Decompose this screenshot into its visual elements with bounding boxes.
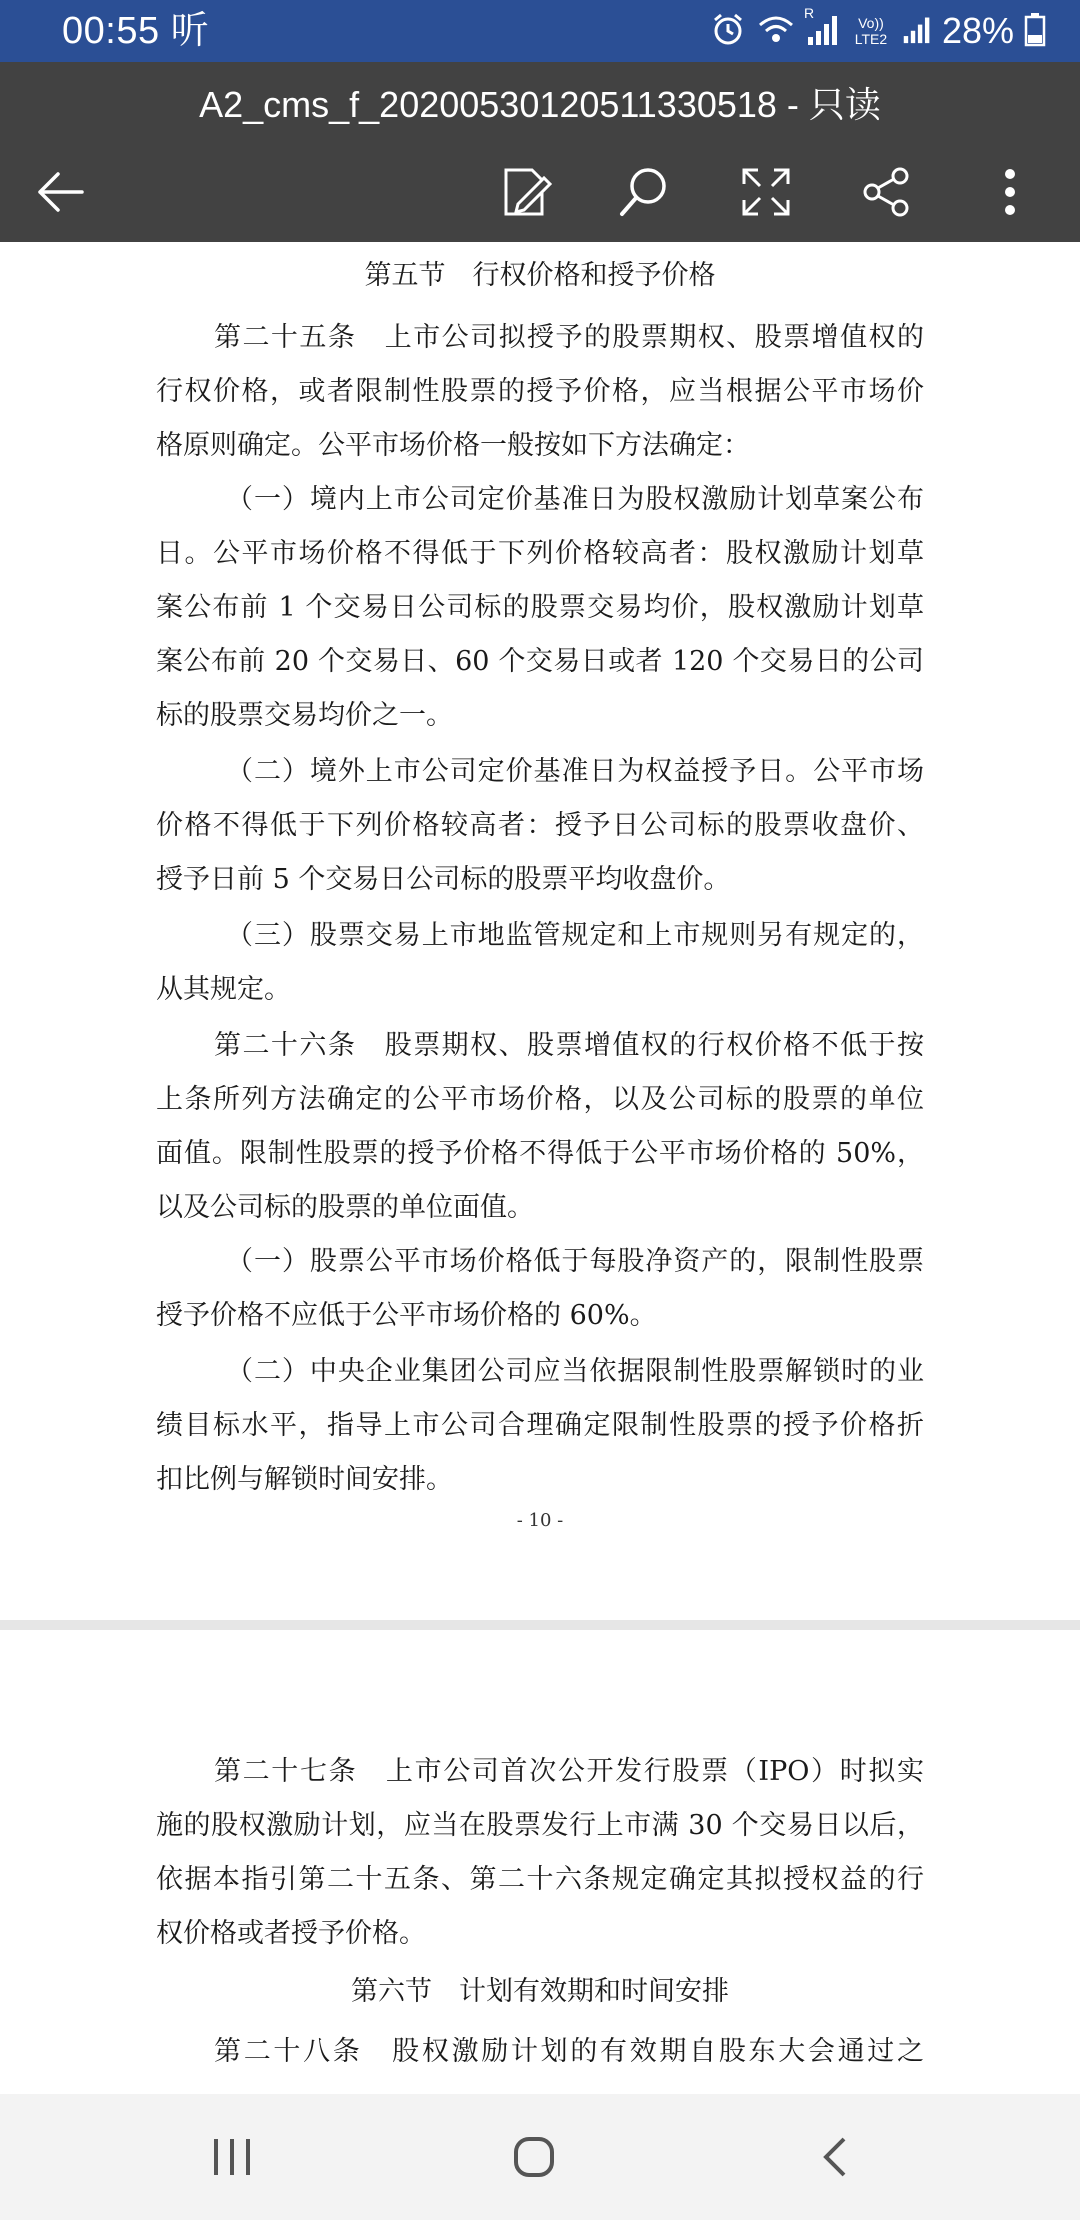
more-options-button[interactable] (970, 152, 1050, 232)
text-line: （二）境外上市公司定价基准日为权益授予日。公平市场 (226, 756, 924, 787)
battery-percent: 28% (941, 10, 1014, 51)
back-icon (812, 2133, 860, 2181)
text-line: 从其规定。 (156, 974, 291, 1005)
text-line: 第二十五条 上市公司拟授予的股票期权、股票增值权的 (214, 322, 924, 353)
text-line: 授予日前 5 个交易日公司标的股票平均收盘价。 (156, 864, 731, 895)
text-line: 案公布前 1 个交易日公司标的股票交易均价，股权激励计划草 (156, 592, 924, 623)
share-button[interactable] (846, 152, 926, 232)
back-button[interactable] (20, 152, 100, 232)
text-line: 上条所列方法确定的公平市场价格，以及公司标的股票的单位 (156, 1084, 924, 1115)
text-line: 行权价格，或者限制性股票的授予价格，应当根据公平市场价 (156, 376, 924, 407)
text-line: （一）境内上市公司定价基准日为股权激励计划草案公布 (226, 484, 924, 515)
recents-icon (208, 2133, 256, 2181)
document-title: A2_cms_f_20200530120511330518 - 只读 (199, 84, 881, 125)
text-line: 以及公司标的股票的单位面值。 (156, 1192, 534, 1223)
text-line: 面值。限制性股票的授予价格不得低于公平市场价格的 50%， (156, 1138, 924, 1169)
fullscreen-button[interactable] (726, 152, 806, 232)
wifi-icon (756, 11, 796, 52)
fullscreen-icon (738, 164, 794, 220)
nav-back-button[interactable] (796, 2117, 876, 2197)
text-line: （三）股票交易上市地监管规定和上市规则另有规定的， (226, 920, 924, 951)
page-number: - 10 - (516, 1510, 564, 1531)
status-time: 00:55 听 (62, 10, 210, 52)
edit-icon (496, 162, 556, 222)
alarm-icon (710, 11, 746, 52)
text-line: 格原则确定。公平市场价格一般按如下方法确定： (156, 430, 750, 461)
more-vert-icon (1000, 164, 1020, 220)
text-line: 权价格或者授予价格。 (156, 1918, 426, 1949)
section-heading: 第六节 计划有效期和时间安排 (351, 1976, 729, 2007)
battery-icon (1024, 11, 1046, 52)
text-line: 标的股票交易均价之一。 (156, 700, 453, 731)
status-bar (0, 0, 1080, 62)
document-page (0, 242, 1080, 1620)
signal-icon: R (806, 11, 840, 52)
text-line: 授予价格不应低于公平市场价格的 60%。 (156, 1300, 657, 1331)
signal-icon (902, 11, 932, 52)
text-line: 价格不得低于下列价格较高者：授予日公司标的股票收盘价、 (156, 810, 924, 841)
text-line: 扣比例与解锁时间安排。 (156, 1464, 453, 1495)
text-line: 绩目标水平，指导上市公司合理确定限制性股票的授予价格折 (156, 1410, 924, 1441)
edit-button[interactable] (486, 152, 566, 232)
text-line: 依据本指引第二十五条、第二十六条规定确定其拟授权益的行 (156, 1864, 924, 1895)
home-button[interactable] (494, 2117, 574, 2197)
text-line: 施的股权激励计划，应当在股票发行上市满 30 个交易日以后， (156, 1810, 924, 1841)
search-button[interactable] (604, 152, 684, 232)
search-icon (614, 162, 674, 222)
home-icon (510, 2133, 558, 2181)
back-arrow-icon (32, 164, 88, 220)
recents-button[interactable] (192, 2117, 272, 2197)
text-line: 案公布前 20 个交易日、60 个交易日或者 120 个交易日的公司 (156, 646, 924, 677)
section-heading: 第五节 行权价格和授予价格 (364, 260, 716, 291)
page-divider (0, 1620, 1080, 1630)
volte-icon: Vo)) LTE2 (854, 15, 888, 47)
text-line: 日。公平市场价格不得低于下列价格较高者：股权激励计划草 (156, 538, 924, 569)
text-line: 第二十八条 股权激励计划的有效期自股东大会通过之 (214, 2036, 924, 2067)
text-line: （二）中央企业集团公司应当依据限制性股票解锁时的业 (226, 1356, 924, 1387)
share-icon (858, 164, 914, 220)
document-viewer[interactable] (0, 242, 1080, 2094)
app-bar (0, 62, 1080, 242)
text-line: 第二十七条 上市公司首次公开发行股票（IPO）时拟实 (214, 1756, 924, 1787)
system-nav-bar (0, 2094, 1080, 2220)
status-icons (710, 4, 1046, 54)
document-page (0, 1630, 1080, 2094)
text-line: 第二十六条 股票期权、股票增值权的行权价格不低于按 (214, 1030, 924, 1061)
text-line: （一）股票公平市场价格低于每股净资产的，限制性股票 (226, 1246, 924, 1277)
